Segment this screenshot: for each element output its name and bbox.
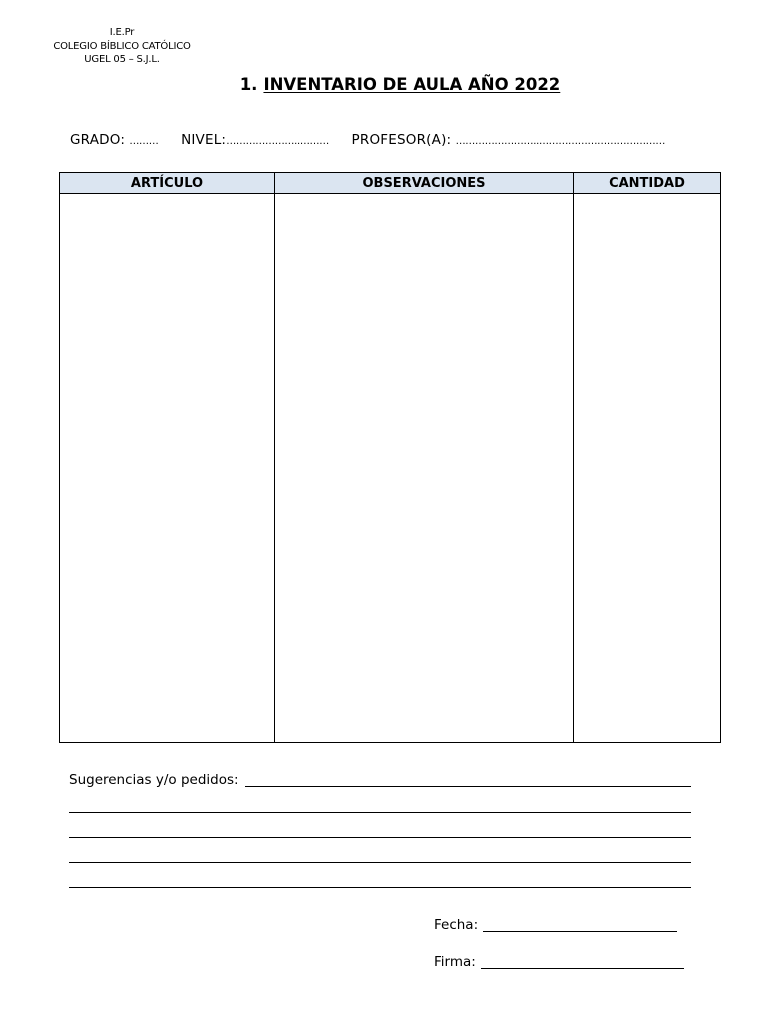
fecha-line[interactable] — [483, 917, 677, 932]
suggestions-line[interactable] — [69, 838, 691, 863]
suggestions-section — [69, 768, 691, 888]
table-row — [60, 194, 721, 743]
fecha-row — [434, 917, 677, 933]
column-header-articulo: ARTÍCULO — [60, 173, 275, 194]
title-text: INVENTARIO DE AULA AÑO 2022 — [263, 75, 561, 94]
nivel-field[interactable]: …………………..……… — [226, 136, 329, 147]
suggestions-line[interactable] — [69, 863, 691, 888]
firma-label: Firma: — [434, 954, 476, 970]
school-type: I.E.Pr — [109, 27, 135, 38]
grado-label: GRADO: — [70, 132, 126, 148]
table-header-row — [60, 173, 721, 194]
title-number: 1. — [239, 75, 258, 94]
document-title — [0, 75, 768, 94]
firma-line[interactable] — [481, 954, 684, 969]
school-name: COLEGIO BÍBLICO CATÓLICO — [53, 40, 191, 52]
column-header-cantidad: CANTIDAD — [574, 173, 721, 194]
info-fields — [70, 132, 665, 148]
profesor-field[interactable]: ……………………..………………………………… — [455, 136, 666, 147]
inventory-table — [59, 172, 721, 743]
column-header-observaciones: OBSERVACIONES — [275, 173, 574, 194]
school-header — [20, 26, 224, 67]
profesor-label: PROFESOR(A): — [351, 132, 452, 148]
school-ugel: UGEL 05 – S.J.L. — [84, 54, 160, 65]
grado-field[interactable]: ……… — [129, 136, 159, 147]
firma-row — [434, 954, 684, 970]
observaciones-cell[interactable] — [275, 194, 574, 743]
suggestions-line[interactable] — [69, 788, 691, 813]
suggestions-label: Sugerencias y/o pedidos: — [69, 772, 239, 788]
suggestions-line[interactable] — [69, 813, 691, 838]
fecha-label: Fecha: — [434, 917, 479, 933]
nivel-label: NIVEL: — [181, 132, 227, 148]
articulo-cell[interactable] — [60, 194, 275, 743]
cantidad-cell[interactable] — [574, 194, 721, 743]
suggestions-line[interactable] — [245, 772, 691, 787]
